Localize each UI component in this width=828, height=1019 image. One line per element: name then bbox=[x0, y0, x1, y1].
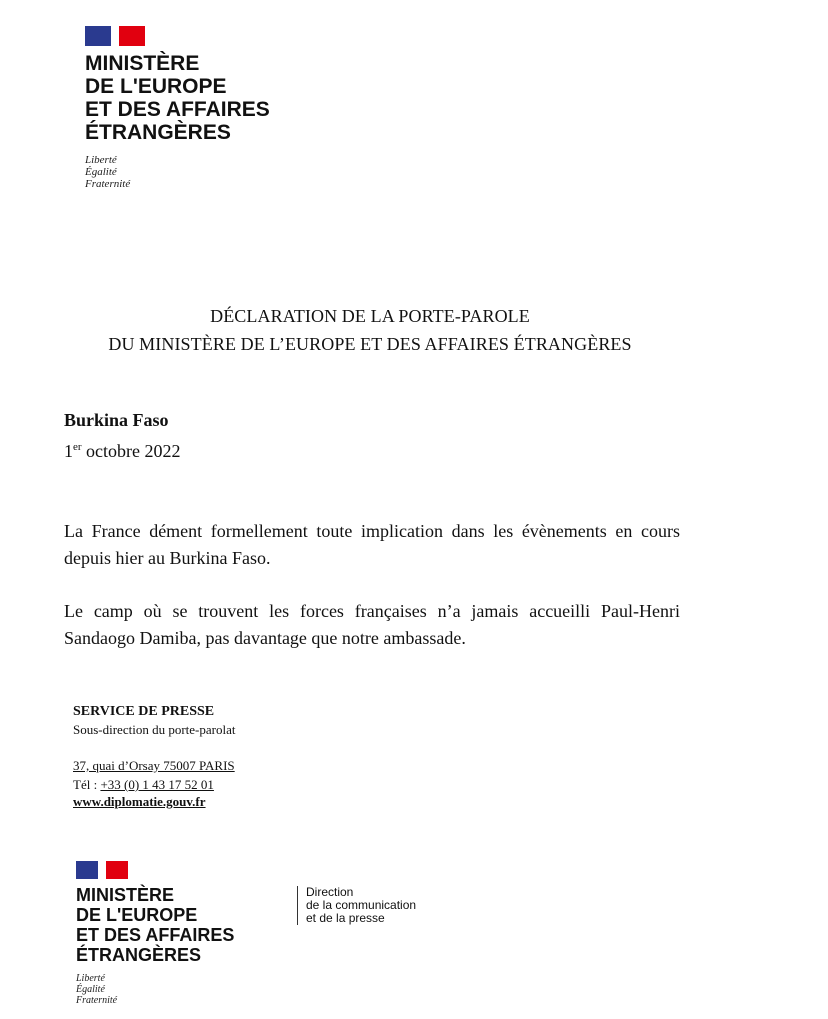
press-service-subtitle: Sous-direction du porte-parolat bbox=[73, 722, 236, 737]
ministry-logo-bottom bbox=[76, 861, 234, 1006]
ministry-logo-top bbox=[85, 26, 270, 190]
french-flag-icon bbox=[85, 26, 145, 46]
direction-communication-label: Direction de la communication et de la presse bbox=[297, 886, 416, 925]
website-link[interactable]: www.diplomatie.gouv.fr bbox=[73, 794, 206, 809]
french-flag-icon bbox=[76, 861, 128, 879]
press-phone: Tél : +33 (0) 1 43 17 52 01 bbox=[73, 777, 214, 792]
subject-title: Burkina Faso bbox=[64, 410, 169, 430]
republic-motto: Liberté Égalité Fraternité bbox=[85, 154, 131, 190]
statement-date: 1er octobre 2022 bbox=[64, 441, 181, 461]
ministry-name: MINISTÈRE DE L'EUROPE ET DES AFFAIRES ÉTRANGÈRES bbox=[85, 52, 270, 144]
declaration-heading: DÉCLARATION DE LA PORTE-PAROLE DU MINISTÈRE DE L’EUROPE ET DES AFFAIRES ÉTRANGÈRES bbox=[108, 306, 632, 354]
phone-link[interactable]: +33 (0) 1 43 17 52 01 bbox=[100, 777, 214, 792]
press-address[interactable]: 37, quai d’Orsay 75007 PARIS bbox=[73, 758, 235, 773]
press-service-block bbox=[73, 704, 235, 810]
statement-paragraph-1: La France dément formellement toute implication dans les évènements en cours depuis hier au Burkina Faso. bbox=[64, 521, 680, 568]
republic-motto: Liberté Égalité Fraternité bbox=[76, 973, 118, 1006]
statement-paragraph-2: Le camp où se trouvent les forces françaises n’a jamais accueilli Paul-Henri Sandaogo Damiba, pas davantage que notre ambassade. bbox=[64, 601, 680, 648]
press-service-title: SERVICE DE PRESSE bbox=[73, 704, 215, 719]
ministry-name: MINISTÈRE DE L'EUROPE ET DES AFFAIRES ÉTRANGÈRES bbox=[76, 885, 235, 965]
